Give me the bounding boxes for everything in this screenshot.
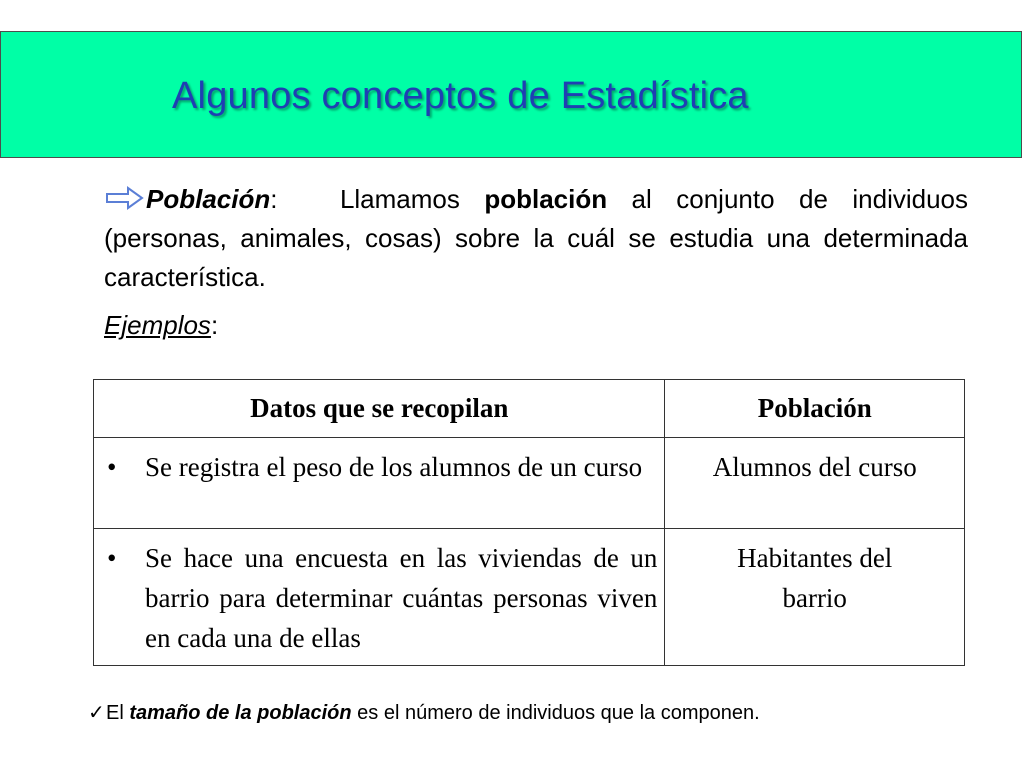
- bullet-icon: •: [107, 452, 117, 482]
- table-cell-data: [94, 529, 665, 666]
- header-population: Población: [665, 380, 965, 438]
- table-row: [94, 529, 965, 666]
- table-cell-population: [665, 529, 965, 666]
- definition-bold-word: población: [484, 184, 608, 214]
- definition-text-1: Llamamos: [339, 184, 485, 214]
- check-icon: ✓: [88, 702, 105, 724]
- table-row: [94, 438, 965, 529]
- slide-title: Algunos conceptos de Estadística: [172, 75, 749, 117]
- footer-prefix: El: [106, 702, 130, 724]
- examples-label: [104, 306, 218, 345]
- header-data-collected: Datos que se recopilan: [94, 380, 665, 438]
- bullet-icon: •: [107, 543, 117, 573]
- definition-term: Población: [146, 184, 271, 214]
- table-header-row: [94, 380, 965, 438]
- examples-table: [93, 379, 965, 666]
- row-population-text: Habitantes del barrio: [737, 543, 893, 613]
- examples-word: Ejemplos: [104, 310, 211, 340]
- row-population-text: Alumnos del curso: [712, 452, 917, 482]
- table-cell-data: [94, 438, 665, 529]
- definition-paragraph: [104, 180, 968, 297]
- footer-note: [88, 700, 760, 725]
- definition-text-2: al conjunto de individuos (personas, animales, cosas) sobre la cuál se estudia una determinada característica.: [104, 184, 968, 292]
- row-data-text: Se registra el peso de los alumnos de un curso: [145, 452, 643, 482]
- examples-colon: :: [210, 310, 219, 340]
- footer-emphasis: tamaño de la población: [129, 702, 352, 724]
- outlined-right-arrow-icon: [104, 186, 146, 210]
- definition-colon: :: [270, 184, 278, 214]
- footer-suffix: es el número de individuos que la componen.: [351, 702, 760, 724]
- table-cell-population: [665, 438, 965, 529]
- row-data-text: Se hace una encuesta en las viviendas de un barrio para determinar cuántas personas viven en cada una de ellas: [145, 543, 658, 653]
